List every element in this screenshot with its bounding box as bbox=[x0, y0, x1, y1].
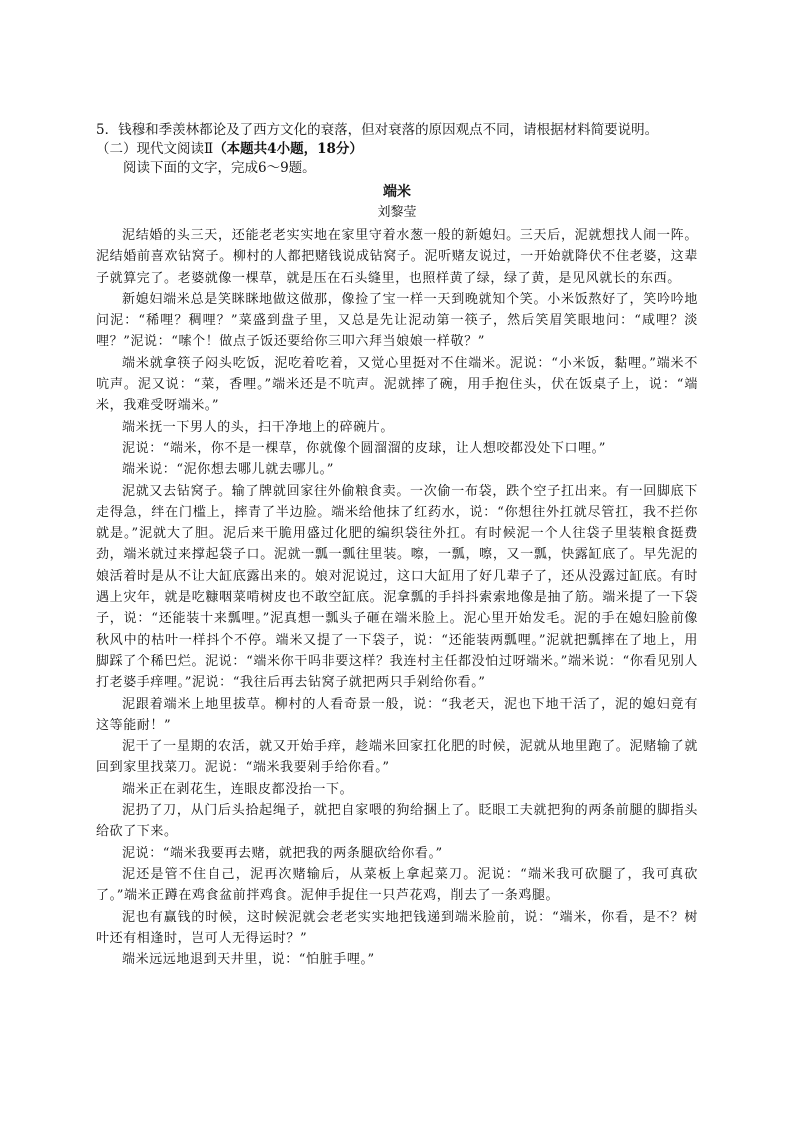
question-5: 5．钱穆和季羡林都论及了西方文化的衰落，但对衰落的原因观点不同，请根据材料简要说明。 bbox=[96, 122, 659, 138]
section-heading-score: （本题共4小题，18分） bbox=[213, 141, 363, 157]
story-paragraph: 泥也有赢钱的时候，这时候泥就会老老实实地把钱递到端米脸前，说：“端米，你看，是不？树叶还有相逢时，岂可人无得运时？” bbox=[96, 909, 698, 946]
section-heading-prefix: （二）现代文阅读Ⅱ bbox=[96, 141, 214, 157]
story-paragraph: 泥说：“端米，你不是一棵草，你就像个圆溜溜的皮球，让人想咬都没处下口哩。” bbox=[122, 440, 606, 456]
story-paragraph: 泥还是管不住自己，泥再次赌输后，从菜板上拿起菜刀。泥说：“端米我可砍腿了，我可真砍了。”端米正蹲在鸡食盆前拌鸡食。泥伸手捉住一只芦花鸡，削去了一条鸡腿。 bbox=[96, 866, 698, 904]
story-paragraph: 端米正在剥花生，连眼皮都没抬一下。 bbox=[122, 781, 354, 797]
story-paragraph: 端米远远地退到天井里，说：“怕脏手哩。” bbox=[122, 952, 375, 968]
story-paragraph: 泥就又去钻窝子。输了牌就回家往外偷粮食卖。一次偷一布袋，跌个空子扛出来。有一回脚底下走得急，绊在门槛上，摔青了半边脸。端米给他抹了红药水，说：“你想往外扛就尽管扛，我不拦你就是。”泥就大了胆。泥后来干脆用盛过化肥的编织袋往外扛。有时候泥一个人往袋子里装粮食挺费劲，端米就过来撑起袋子口。泥就一瓢一瓢往里装。嚓，一瓢，嚓，又一瓢，快露缸底了。早先泥的娘活着时是从不让大缸底露出来的。娘对泥说过，这口大缸用了好几辈子了，还从没露过缸底。有时遇上灾年，就是吃糠咽菜啃树皮也不敢空缸底。泥拿瓢的手抖抖索索地像是抽了筋。端米提了一下袋子，说：“还能装十来瓢哩。”泥真想一瓢头子砸在端米脸上。泥心里开始发毛。泥的手在媳妇脸前像秋风中的枯叶一样抖个不停。端米又提了一下袋子，说：“还能装两瓢哩。”泥就把瓢摔在了地上，用脚踩了个稀巴烂。泥说：“端米你干吗非要这样？我连村主任都没怕过呀端米。”端米说：“你看见别人打老婆手痒哩。”泥说：“我往后再去钻窝子就把两只手剁给你看。” bbox=[96, 483, 698, 691]
story-paragraph: 泥扔了刀，从门后头拾起绳子，就把自家喂的狗给捆上了。眨眼工夫就把狗的两条前腿的脚指头给砍了下来。 bbox=[96, 803, 698, 840]
story-paragraph: 端米抚一下男人的头，扫干净地上的碎碗片。 bbox=[122, 419, 395, 435]
story-paragraph: 端米就拿筷子闷头吃饭，泥吃着吃着，又觉心里挺对不住端米。泥说：“小米饭，黏哩。”端米不吭声。泥又说：“菜，香哩。”端米还是不吭声。泥就摔了碗，用手抱住头，伏在饭桌子上，说：“端米，我难受呀端米。” bbox=[96, 355, 698, 414]
story-paragraph: 泥跟着端米上地里拔草。柳村的人看奇景一般，说：“我老天，泥也下地干活了，泥的媳妇竟有这等能耐！” bbox=[96, 696, 698, 733]
story-paragraph: 端米说：“泥你想去哪儿就去哪儿。” bbox=[122, 462, 334, 478]
story-paragraph: 泥干了一星期的农活，就又开始手痒，趁端米回家扛化肥的时候，泥就从地里跑了。泥赌输了就回到家里找菜刀。泥说：“端米我要剁手给你看。” bbox=[96, 739, 698, 776]
story-author: 刘黎莹 bbox=[377, 205, 417, 220]
story-paragraph: 泥结婚的头三天，还能老老实实地在家里守着水葱一般的新媳妇。三天后，泥就想找人闹一阵。泥结婚前喜欢钻窝子。柳村的人都把赌钱说成钻窝子。泥听赌友说过，一开始就降伏不住老婆，这辈子就算完了。老婆就像一棵草，就是压在石头缝里，也照样黄了绿，绿了黄，是见风就长的东西。 bbox=[96, 228, 698, 286]
story-title: 端米 bbox=[383, 184, 411, 200]
document-content bbox=[96, 121, 698, 970]
story-body bbox=[96, 225, 698, 970]
story-paragraph: 泥说：“端米我要再去赌，就把我的两条腿砍给你看。” bbox=[122, 845, 443, 861]
story-paragraph: 新媳妇端米总是笑眯眯地做这做那，像捡了宝一样一天到晚就知个笑。小米饭熬好了，笑吟吟地问泥：“稀哩？稠哩？”菜盛到盘子里，又总是先让泥动第一筷子，然后笑眉笑眼地问：“咸哩？淡哩？”泥说：“嗦个！做点子饭还要给你三叩六拜当娘娘一样敬？” bbox=[96, 291, 698, 350]
reading-instruction: 阅读下面的文字，完成6～9题。 bbox=[123, 160, 316, 176]
section-heading bbox=[96, 140, 698, 159]
